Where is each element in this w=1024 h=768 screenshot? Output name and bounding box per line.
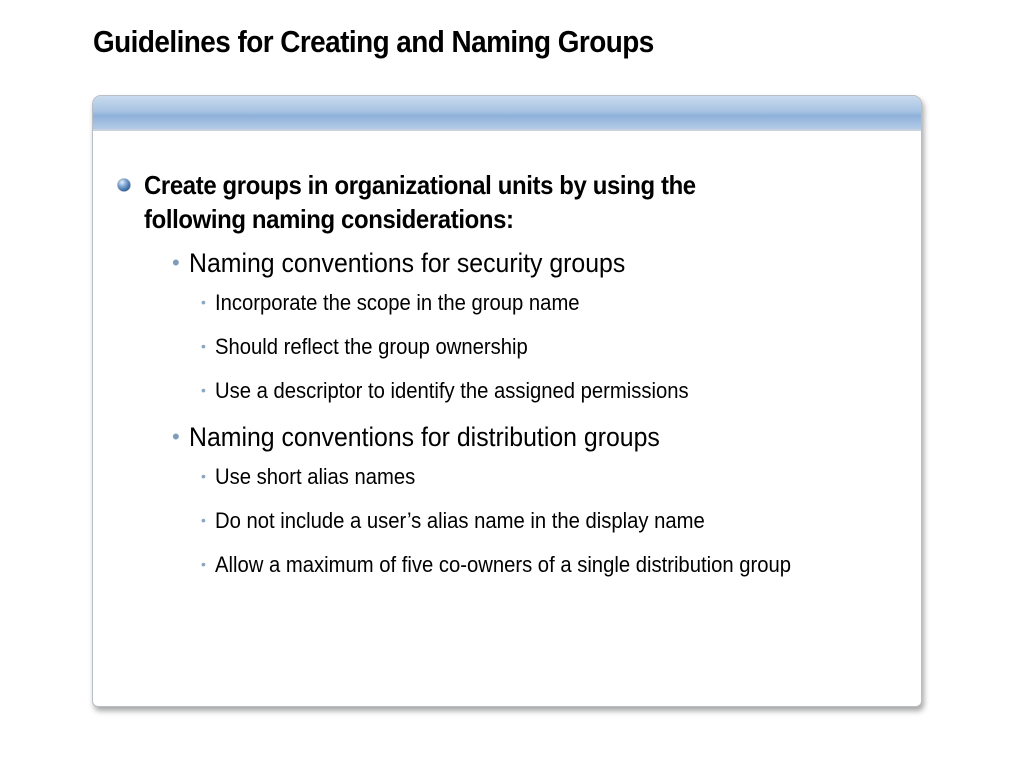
- main-bullet-line-1: Create groups in organizational units by using the: [144, 170, 696, 200]
- list-item-text: Use a descriptor to identify the assigned permissions: [215, 378, 689, 403]
- list-item-text: Do not include a user’s alias name in the display name: [215, 508, 705, 533]
- list-item-text: Use short alias names: [215, 464, 416, 489]
- bullet-list: [115, 168, 915, 594]
- orb-bullet-icon: [117, 178, 131, 192]
- list-item: [115, 332, 915, 361]
- panel-header-bar: [93, 96, 921, 131]
- dot-bullet-icon: •: [172, 424, 180, 449]
- list-item: [115, 288, 915, 317]
- list-item-text: Incorporate the scope in the group name: [215, 290, 580, 315]
- main-bullet-item: [115, 168, 915, 236]
- dot-bullet-icon: •: [201, 338, 206, 354]
- dot-bullet-icon: •: [201, 468, 206, 484]
- dot-bullet-icon: •: [201, 294, 206, 310]
- dot-bullet-icon: •: [201, 512, 206, 528]
- section-heading-text: Naming conventions for distribution groups: [189, 422, 660, 452]
- slide-title: Guidelines for Creating and Naming Groups: [93, 24, 654, 59]
- section-heading-security: [115, 246, 915, 280]
- section-heading-distribution: [115, 420, 915, 454]
- dot-bullet-icon: •: [201, 382, 206, 398]
- list-item: [115, 550, 915, 579]
- list-item: [115, 376, 915, 405]
- dot-bullet-icon: •: [172, 250, 180, 275]
- dot-bullet-icon: •: [201, 556, 206, 572]
- main-bullet-line-2: following naming considerations:: [144, 204, 514, 234]
- list-item-text: Allow a maximum of five co-owners of a single distribution group: [215, 552, 791, 577]
- list-item: [115, 462, 915, 491]
- list-item: [115, 506, 915, 535]
- list-item-text: Should reflect the group ownership: [215, 334, 528, 359]
- section-heading-text: Naming conventions for security groups: [189, 248, 626, 278]
